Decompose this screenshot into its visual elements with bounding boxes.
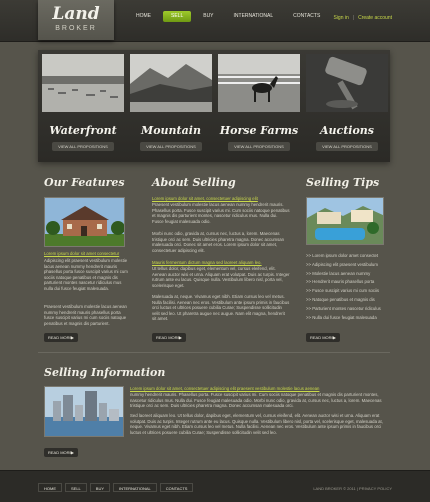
logo-subtitle: BROKER <box>55 25 97 32</box>
view-all-horse-farms-button[interactable]: VIEW ALL PROPOSITIONS <box>228 142 290 151</box>
logo-title: Land <box>52 4 100 24</box>
features-read-more-button[interactable]: READ MORE ▶ <box>44 333 78 342</box>
auth-links <box>333 15 392 21</box>
sign-in-link[interactable]: Sign in <box>333 15 349 21</box>
tips-list-item[interactable]: >> Lorem ipsum dolor amet consectet <box>306 253 379 258</box>
features-body-2: Praesent vestibulum molestie lacus aenean nummy hendrerit mauris phasellus porta fusce suscipit varius mi cum sociis natoque penatibus et magnis dis parturient. <box>44 304 127 326</box>
info-body-2: Sed laoreet aliquam leo. Ut tellus dolor, dapibus eget, elementum vel, cursus eleifend, elit. Aenean auctor wisi et urna. Aliquam erat volutpat. Duis ac turpis. Integer rutrum ante eu lacus. Quisque nulla. Vestibulum libero nisl, porta vel, scelerisque eget, malesuada at, neque. Vivamus eget nibh. Etiam cursus leo vel metus. Nulla facilisi. Aenean nec eros. Vestibulum ante ipsum primis in faucibus orci luctus et ultrices posuere cubilia Curae; Suspendisse sollicitudin velit sed leo. <box>130 413 383 435</box>
tips-read-more-button[interactable]: READ MORE ▶ <box>306 333 340 342</box>
footer-nav-sell[interactable]: SELL <box>65 483 87 492</box>
horse-farm-photo <box>218 54 300 112</box>
footer-nav-international[interactable]: INTERNATIONAL <box>113 483 157 492</box>
info-lead-link[interactable]: Lorem ipsum dolor sit amet, consectetuer adipiscing elit praesent vestibulum molestie lacus aenean <box>130 386 320 391</box>
nav-buy[interactable]: BUY <box>203 13 214 19</box>
section-divider <box>38 352 390 353</box>
about-lead-link[interactable]: Lorem ipsum dolor sit amet, consectetuer adipiscing elit <box>152 196 258 201</box>
footer-nav <box>38 483 193 492</box>
hero-title-horse-farms: Horse Farms <box>219 124 299 137</box>
tips-list <box>306 252 396 322</box>
hero-title-mountain: Mountain <box>141 124 201 137</box>
about-heading: About Selling <box>152 176 236 189</box>
waterfront-photo <box>42 54 124 112</box>
tips-list-item[interactable]: >> Hendrerit mauris phasellus porta <box>306 279 375 285</box>
features-heading: Our Features <box>44 176 125 189</box>
tips-list-item[interactable]: >> Nulla dui fusce feugiat malesuada <box>306 314 377 320</box>
info-read-more-button[interactable]: READ MORE ▶ <box>44 448 78 457</box>
nav-contacts[interactable]: CONTACTS <box>293 13 321 19</box>
about-body-4: Malesuada at, neque. Vivamus eget nibh. Etiam cursus leo vel metus. Nulla facilisi. Aenean nec eros. Vestibulum ante ipsum primis in faucibus orci luctus et ultrices posuere cubilia Curae; Suspendisse sollicitudin velit sed leo. Ut pharetra augue nec augue. Nam elit magna, hendrerit sit amet. <box>152 294 290 322</box>
create-account-link[interactable]: Create account <box>358 15 392 21</box>
nav-home[interactable]: HOME <box>136 13 151 19</box>
footer-nav-buy[interactable]: BUY <box>90 483 110 492</box>
about-body-3: Ut tellus dolor, dapibus eget, elementum vel, cursus eleifend, elit. Aenean auctor wisi et urna. Aliquam erat volutpat. Duis ac turpis. Integer rutrum ante eu lacus. Quisque nulla. Vestibulum libero nisl, porta vel, scelerisque eget. <box>152 266 290 288</box>
top-bar <box>0 0 430 42</box>
info-heading: Selling Information <box>44 366 166 379</box>
tips-heading: Selling Tips <box>306 176 380 189</box>
tips-list-item[interactable]: >> Natoque penatibus et magnis dis <box>306 296 375 302</box>
tips-list-item[interactable]: >> Parturient montes nascetur ridiculus <box>306 305 381 311</box>
view-all-waterfront-button[interactable]: VIEW ALL PROPOSITIONS <box>52 142 114 151</box>
about-read-more-button[interactable]: READ MORE ▶ <box>152 333 186 342</box>
about-lead-2-link[interactable]: Mauris fermentum dictum magna sed laoreet aliquam leo. <box>152 260 262 265</box>
footer-nav-home[interactable]: HOME <box>38 483 62 492</box>
tips-list-item[interactable]: >> Molestie lacus aenean nummy <box>306 270 371 276</box>
logo[interactable] <box>38 0 114 40</box>
view-all-auctions-button[interactable]: VIEW ALL PROPOSITIONS <box>316 142 378 151</box>
features-lead-link[interactable]: Lorem ipsum dolor sit amet consectetur <box>44 251 120 256</box>
nav-international[interactable]: INTERNATIONAL <box>233 13 274 19</box>
view-all-mountain-button[interactable]: VIEW ALL PROPOSITIONS <box>140 142 202 151</box>
hero-card-waterfront <box>42 54 124 158</box>
hero-card-mountain <box>130 54 212 158</box>
tips-resort-photo <box>306 197 384 245</box>
copyright-text: LAND BROKER © 2011 | PRIVACY POLICY <box>313 486 392 491</box>
about-body-2: Morbi nunc odio, gravida at, cursus nec, luctus a, lorem. Maecenas tristique orci ac sem. Duis ultricies pharetra magna. Donec accumsan malesuada orci. Donec sit amet eros. Lorem ipsum dolor sit amet, consectetuer adipiscing elit. <box>152 231 285 253</box>
info-body: nummy hendrerit mauris. Phasellus porta. Fusce suscipit varius mi. Cum sociis natoque penatibus et magnis dis parturient montes, nascetur ridiculus mus. Nulla dui. Fusce feugiat malesuada odio. Morbi nunc odio, gravida at, cursus nec, luctus a, lorem. Maecenas tristique orci ac sem. Duis ultricies pharetra magna. Donec accumsan malesuada orci. <box>130 392 382 409</box>
main-nav <box>128 11 328 22</box>
info-city-photo <box>44 386 124 437</box>
features-house-photo <box>44 197 125 247</box>
footer <box>0 470 430 502</box>
tips-list-item[interactable]: >> Adipiscing elit praesent vestibulum <box>306 261 378 267</box>
auction-gavel-photo <box>306 54 388 112</box>
auth-separator: | <box>352 15 355 21</box>
hero-card-auctions <box>306 54 388 158</box>
hero-title-auctions: Auctions <box>319 124 375 137</box>
nav-sell[interactable]: SELL <box>163 11 191 22</box>
hero-card-horse-farms <box>218 54 300 158</box>
tips-list-item[interactable]: >> Fusce suscipit varius mi cum sociis <box>306 288 380 294</box>
about-body: Praesent vestibulum molestie lacus aenean nummy hendrerit mauris. Phasellus porta. Fusce suscipit varius mi. Cum sociis natoque penatibus et magnis dis parturient montes, nascetur ridiculus mus. Nulla dui. Fusce feugiat malesuada odio. <box>152 202 290 224</box>
mountain-photo <box>130 54 212 112</box>
features-body: Adipiscing elit praesent vestibulum molestie lacus aenean nummy hendrerit mauris phasellus porta fusce suscipit varius mi cum sociis natoque penatibus et magnis dis parturient montes nascetur ridiculus mus nulla dui fusce feugiat malesuada. <box>44 258 128 291</box>
hero-strip <box>38 50 390 162</box>
hero-title-waterfront: Waterfront <box>49 124 117 137</box>
footer-nav-contacts[interactable]: CONTACTS <box>160 483 194 492</box>
